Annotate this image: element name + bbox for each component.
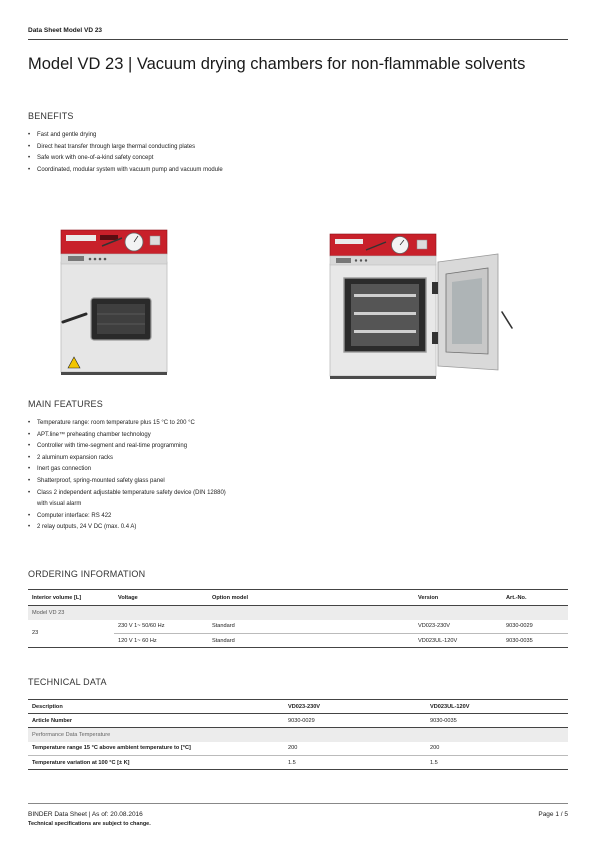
- page-title: Model VD 23 | Vacuum drying chambers for non-flammable solvents: [28, 55, 526, 73]
- list-item: • Coordinated, modular system with vacuum pump and vacuum module: [28, 165, 223, 177]
- ordering-table: [28, 589, 568, 648]
- col-vd023-230v: VD023-230V: [288, 703, 321, 710]
- table-row: [28, 714, 568, 728]
- main-features-heading: MAIN FEATURES: [28, 399, 103, 409]
- list-item-continuation: [28, 499, 226, 511]
- cell-value: 200: [288, 745, 298, 752]
- cell-option: Standard: [212, 623, 235, 630]
- list-item: • 2 aluminum expansion racks: [28, 453, 226, 465]
- list-item: • Direct heat transfer through large thermal conducting plates: [28, 142, 223, 154]
- cell-voltage: 120 V 1~ 60 Hz: [118, 637, 157, 644]
- cell-option: Standard: [212, 637, 235, 644]
- group-label: Performance Data Temperature: [32, 731, 111, 738]
- footer-rule: [28, 803, 568, 804]
- cell-value: 1.5: [288, 759, 296, 766]
- cell-label: Article Number: [32, 717, 73, 724]
- table-row: [28, 620, 568, 634]
- group-label: Model VD 23: [32, 609, 65, 616]
- cell-label: Temperature range 15 °C above ambient temperature to [°C]: [32, 745, 191, 752]
- cell-value: 200: [430, 745, 440, 752]
- cell-value: 9030-0035: [430, 717, 457, 724]
- table-row: [28, 742, 568, 756]
- col-vd023ul-120v: VD023UL-120V: [430, 703, 470, 710]
- cell-voltage: 230 V 1~ 50/60 Hz: [118, 623, 165, 630]
- list-item-continuation-text: with visual alarm: [37, 501, 82, 508]
- cell-version: VD023-230V: [418, 623, 451, 630]
- list-item: • APT.line™ preheating chamber technology: [28, 430, 226, 442]
- page-number: Page 1 / 5: [538, 811, 568, 818]
- col-version: Version: [418, 594, 439, 601]
- footer-left: BINDER Data Sheet | As of: 20.08.2016: [28, 811, 143, 818]
- list-item: • Fast and gentle drying: [28, 130, 223, 142]
- col-art-no: Art.-No.: [506, 594, 527, 601]
- benefits-heading: BENEFITS: [28, 111, 74, 121]
- list-item: • Class 2 independent adjustable temperature safety device (DIN 12880): [28, 488, 226, 500]
- col-voltage: Voltage: [118, 594, 138, 601]
- table-group-row: [28, 728, 568, 742]
- table-header-row: [28, 700, 568, 714]
- technical-table: [28, 699, 568, 770]
- list-item: • Temperature range: room temperature plus 15 °C to 200 °C: [28, 418, 226, 430]
- benefits-list: [28, 130, 223, 176]
- ordering-heading: ORDERING INFORMATION: [28, 569, 146, 579]
- list-item: • Inert gas connection: [28, 464, 226, 476]
- cell-value: 1.5: [430, 759, 438, 766]
- list-item: • Safe work with one-of-a-kind safety concept: [28, 153, 223, 165]
- cell-volume: 23: [32, 630, 39, 637]
- cell-art-no: 9030-0035: [506, 637, 533, 644]
- table-group-row: [28, 606, 568, 620]
- product-image-closed: [58, 226, 170, 376]
- cell-version: VD023UL-120V: [418, 637, 458, 644]
- cell-label: Temperature variation at 100 °C [± K]: [32, 759, 130, 766]
- main-features-list: [28, 418, 226, 534]
- list-item: • Shatterproof, spring-mounted safety glass panel: [28, 476, 226, 488]
- list-item: • Computer interface: RS 422: [28, 511, 226, 523]
- header-label: Data Sheet Model VD 23: [28, 27, 103, 34]
- list-item: • Controller with time-segment and real-time programming: [28, 441, 226, 453]
- footer-disclaimer: Technical specifications are subject to change.: [28, 821, 151, 827]
- table-row: [28, 756, 568, 770]
- col-interior-volume: Interior volume [L]: [32, 594, 82, 601]
- cell-art-no: 9030-0029: [506, 623, 533, 630]
- list-item: • 2 relay outputs, 24 V DC (max. 0.4 A): [28, 522, 226, 534]
- header-rule: [28, 39, 568, 40]
- table-header-row: [28, 590, 568, 606]
- col-description: Description: [32, 703, 63, 710]
- product-image-open: [316, 232, 520, 382]
- technical-heading: TECHNICAL DATA: [28, 677, 107, 687]
- cell-value: 9030-0029: [288, 717, 315, 724]
- col-option-model: Option model: [212, 594, 249, 601]
